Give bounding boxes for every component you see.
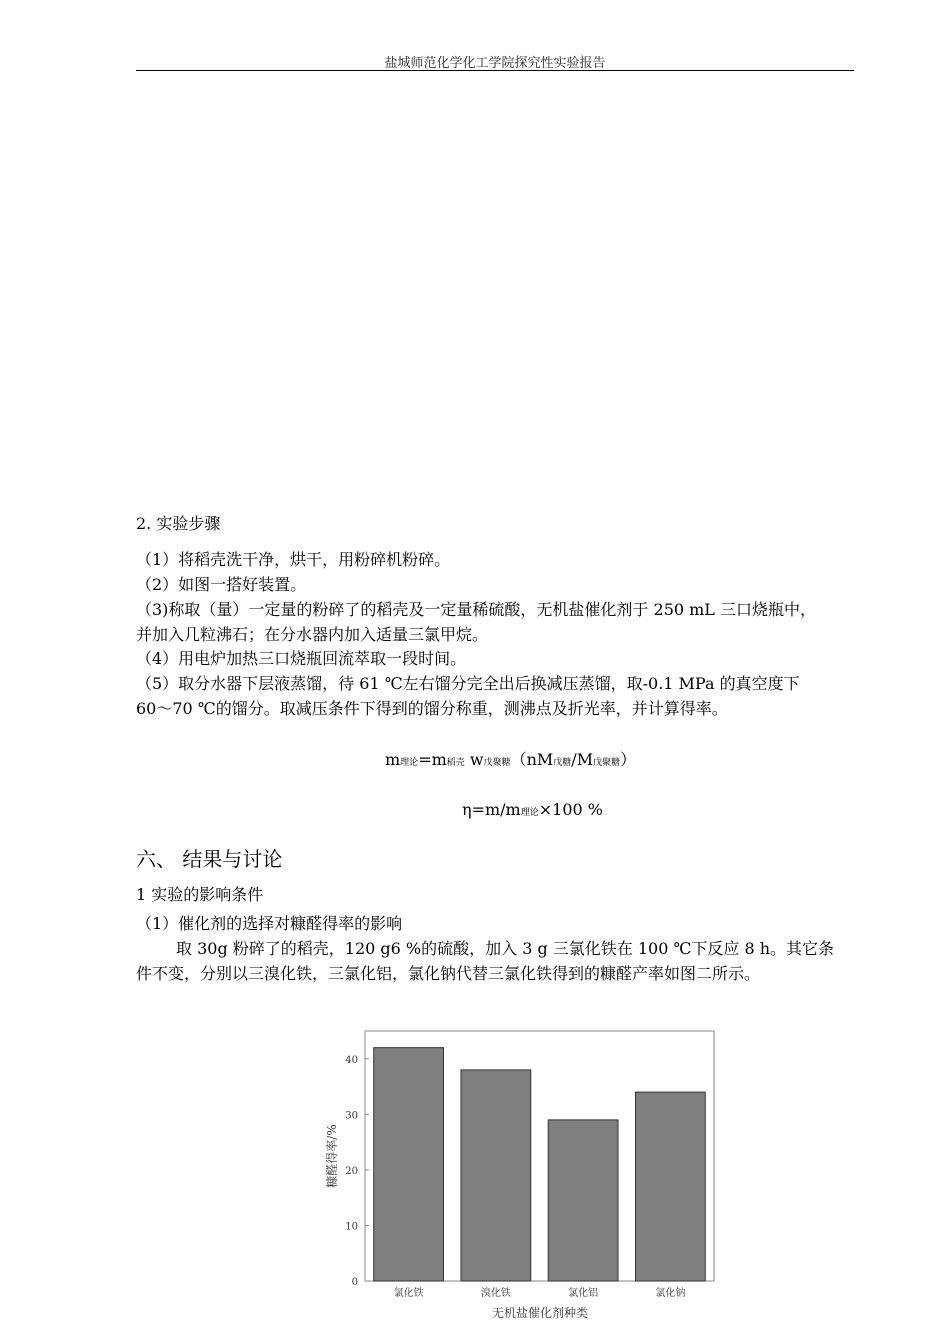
step-line: （3)称取（量）一定量的粉碎了的稻壳及一定量稀硫酸，无机盐催化剂于 250 mL 三口烧瓶中， (136, 600, 817, 619)
y-axis-label: 糠醛得率/% (325, 1124, 339, 1188)
paragraph-line: 取 30g 粉碎了的稻壳，120 g6 %的硫酸，加入 3 g 三氯化铁在 100 ℃下反应 8 h。其它条 (176, 939, 835, 958)
step-line: 并加入几粒沸石；在分水器内加入适量三氯甲烷。 (136, 625, 489, 644)
y-tick-label: 30 (345, 1110, 358, 1122)
y-tick-label: 10 (345, 1221, 358, 1233)
subsubsection-title: （1）催化剂的选择对糠醛得率的影响 (136, 914, 403, 933)
page-header: 盐城师范化学化工学院探究性实验报告 (384, 56, 606, 71)
y-tick-label: 0 (351, 1277, 358, 1288)
x-tick-label: 氯化钠 (655, 1288, 686, 1299)
bar (635, 1092, 705, 1281)
formula-theoretical-mass: m理论=m稻壳 w戊聚糖（nM戊糖/M戊聚糖） (385, 750, 637, 769)
section-title-steps: 2. 实验步骤 (136, 514, 221, 533)
step-line: 60～70 ℃的馏分。取减压条件下得到的馏分称重，测沸点及折光率，并计算得率。 (136, 699, 728, 718)
step-line: （1）将稻壳洗干净，烘干，用粉碎机粉碎。 (136, 550, 451, 569)
formula-yield: η=m/m理论×100 % (462, 800, 603, 819)
y-tick-label: 20 (345, 1165, 358, 1177)
y-tick-label: 40 (345, 1054, 358, 1066)
bar (461, 1070, 531, 1281)
x-tick-label: 氯化铝 (568, 1288, 599, 1299)
x-axis-label: 无机盐催化剂种类 (491, 1306, 589, 1320)
bar-chart (320, 1024, 720, 1324)
x-axis (394, 1286, 686, 1299)
subsection-title: 1 实验的影响条件 (136, 885, 264, 904)
section-title-results: 六、 结果与讨论 (136, 847, 283, 871)
bar (548, 1120, 618, 1281)
bar (374, 1048, 444, 1281)
step-line: （2）如图一搭好装置。 (136, 575, 307, 594)
x-tick-label: 氯化铁 (393, 1288, 424, 1299)
step-line: （5）取分水器下层液蒸馏，待 61 ℃左右馏分完全出后换减压蒸馏，取-0.1 MPa 的真空度下 (136, 674, 800, 693)
step-line: （4）用电炉加热三口烧瓶回流萃取一段时间。 (136, 649, 467, 668)
header-rule (136, 70, 854, 71)
x-tick-label: 溴化铁 (480, 1288, 511, 1299)
paragraph-line: 件不变，分别以三溴化铁，三氯化铝，氯化钠代替三氯化铁得到的糠醛产率如图二所示。 (136, 964, 761, 983)
